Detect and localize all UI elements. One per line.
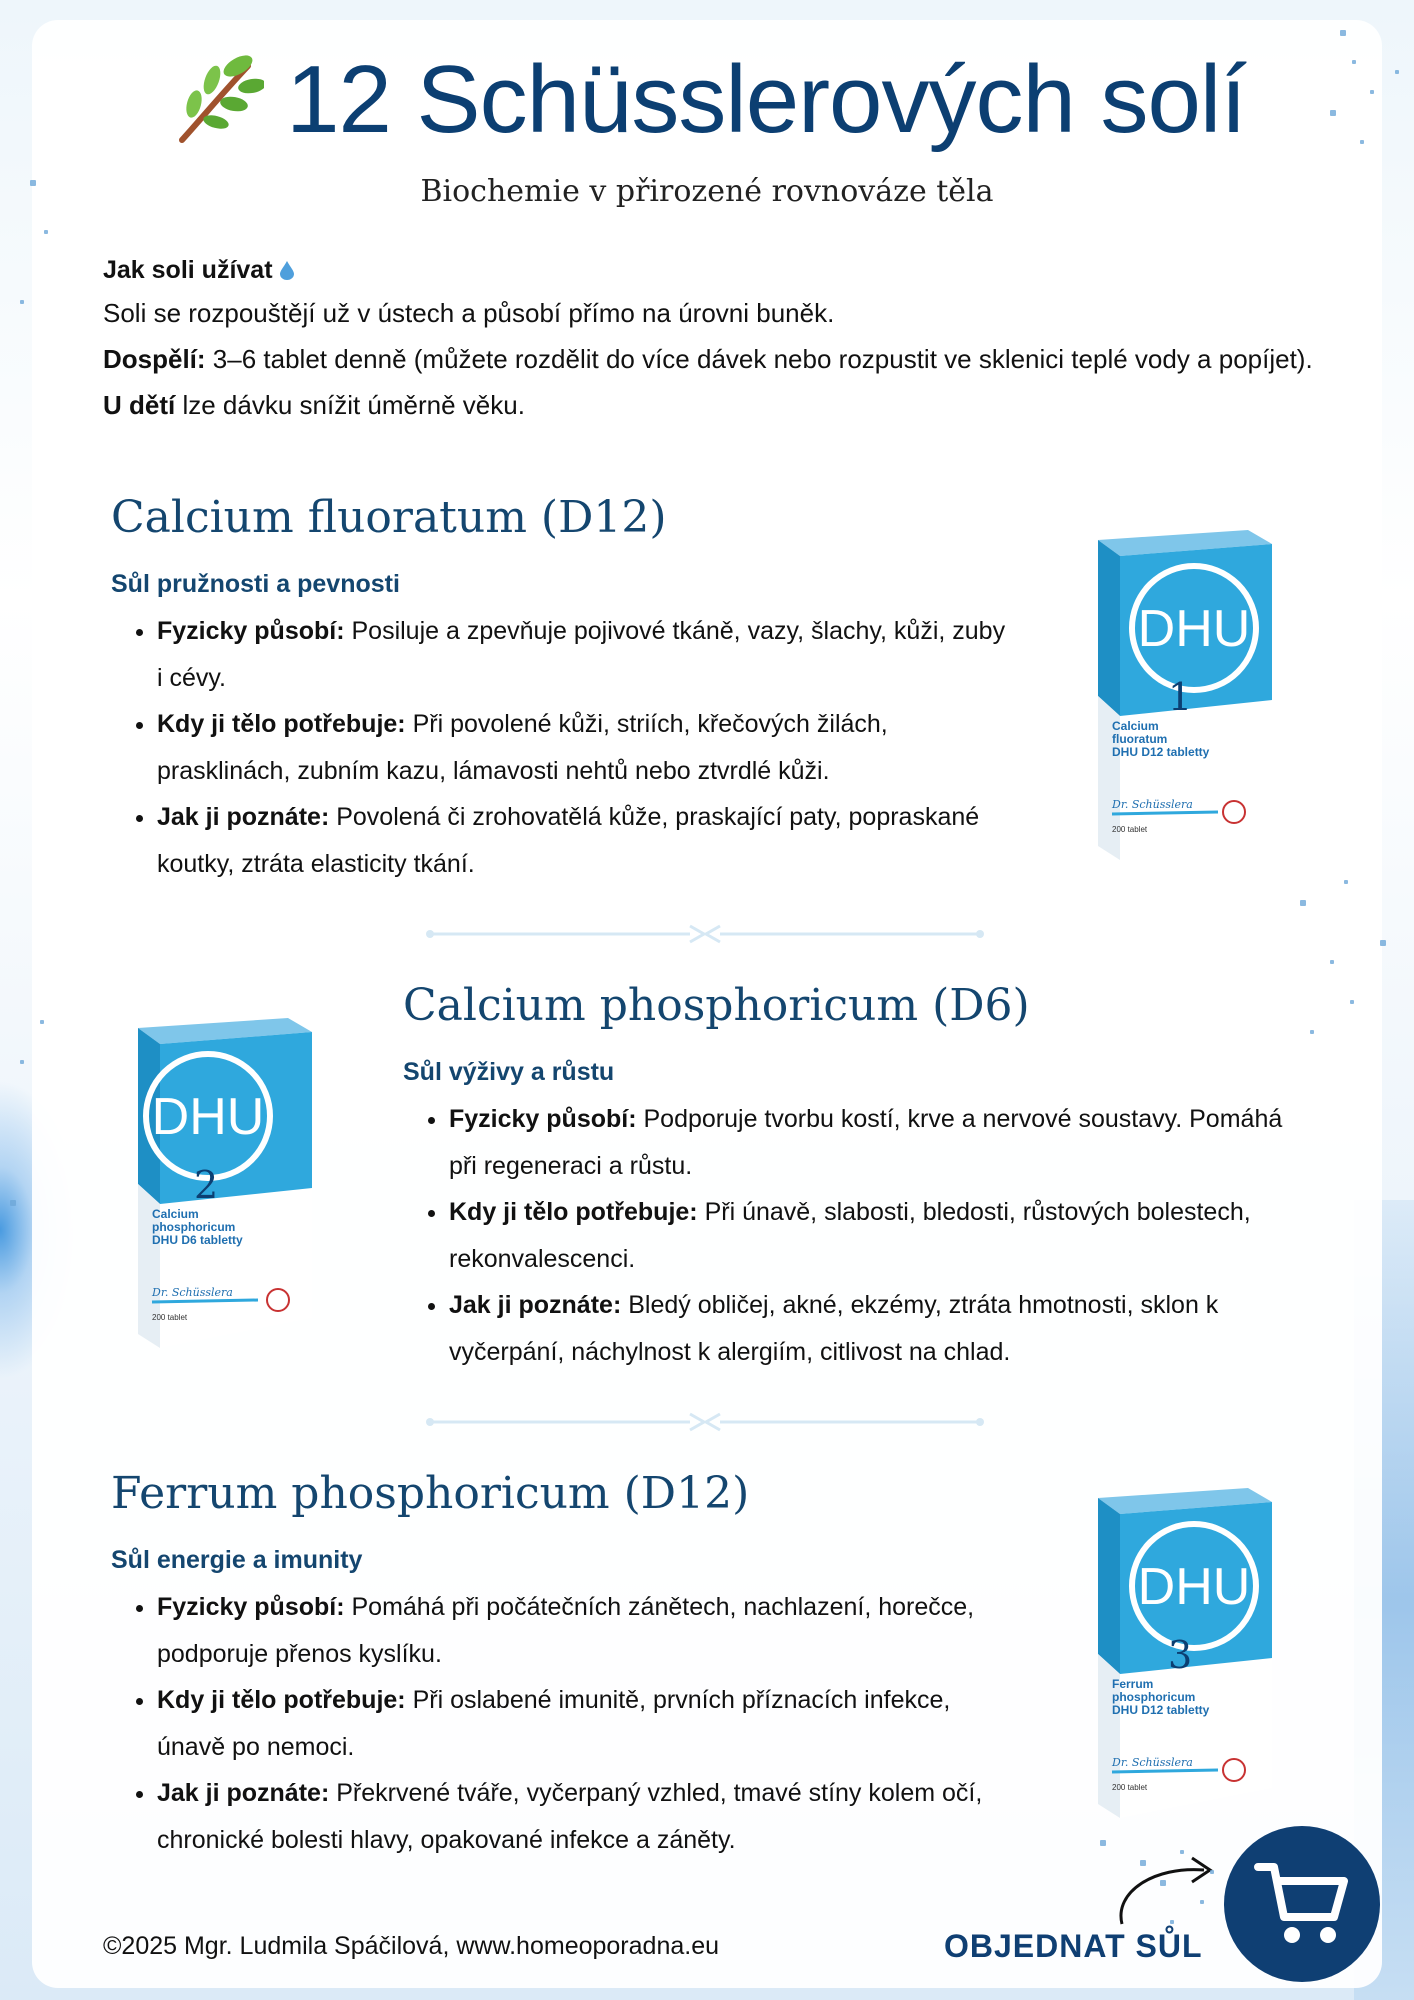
list-item: • Jak ji poznáte: Povolená či zrohovatělá kůže, praskající paty, popraskané koutky, ztráta elasticity tkání. [157, 794, 1011, 887]
list-item: • Fyzicky působí: Podporuje tvorbu kostí, krve a nervové soustavy. Pomáhá při regeneraci a růstu. [449, 1096, 1283, 1189]
page-subtitle: Biochemie v přirozené rovnováze těla [420, 174, 994, 209]
sparkle-dot [1310, 1030, 1314, 1034]
shopping-cart-icon [1254, 1859, 1350, 1949]
footer-copyright: ©2025 Mgr. Ludmila Spáčilová, www.homeoporadna.eu [103, 1932, 720, 1960]
curved-arrow-icon [1114, 1852, 1224, 1932]
sparkle-dot [1330, 960, 1334, 964]
sparkle-dot [1170, 1920, 1174, 1924]
salt-details [157, 1584, 1011, 1863]
product-box-2 [138, 1018, 312, 1353]
box-label: phosphoricum [152, 1220, 236, 1234]
sparkle-dot [1370, 90, 1374, 94]
sparkle-dot [20, 1060, 24, 1064]
shopping-cart-button[interactable] [1224, 1826, 1380, 1982]
header [0, 40, 1414, 160]
sparkle-dot [1100, 1840, 1106, 1846]
page-title: 12 Schüsslerových solí [286, 46, 1246, 153]
salt-details [449, 1096, 1283, 1375]
list-item: • Kdy ji tělo potřebuje: Při únavě, slabosti, bledosti, růstových bolestech, rekonvalescenci. [449, 1189, 1283, 1282]
salt-subtitle: Sůl pružnosti a pevnosti [111, 570, 400, 598]
box-maker: Dr. Schüsslera [152, 1286, 233, 1299]
product-box-3 [1098, 1488, 1272, 1823]
sparkle-dot [44, 230, 48, 234]
sparkle-dot [1350, 1000, 1354, 1004]
salt-details [157, 608, 1011, 887]
list-item: • Jak ji poznáte: Překrvené tváře, vyčerpaný vzhled, tmavé stíny kolem očí, chronické bolesti hlavy, opakované infekce a záněty. [157, 1770, 1011, 1863]
section-divider [420, 924, 990, 944]
sparkle-dot [1180, 1850, 1184, 1854]
sparkle-dot [40, 1020, 44, 1024]
list-item: • Kdy ji tělo potřebuje: Při oslabené imunitě, prvních příznacích infekce, únavě po nemoci. [157, 1677, 1011, 1770]
usage-dosage: Dospělí: 3–6 tablet denně (můžete rozdělit do více dávek nebo rozpustit ve sklenici teplé vody a popíjet). U dětí lze dávku snížit úměrně věku. [103, 344, 1313, 420]
box-number: 1 [1168, 675, 1193, 719]
sparkle-dot [1330, 110, 1336, 116]
sparkle-dot [1344, 880, 1348, 884]
sparkle-dot [20, 300, 24, 304]
box-label: phosphoricum [1112, 1690, 1196, 1704]
sparkle-dot [1160, 1880, 1166, 1886]
box-label: DHU D6 tabletty [152, 1233, 243, 1247]
salt-name: Calcium fluoratum (D12) [111, 492, 667, 543]
list-item: • Fyzicky působí: Posiluje a zpevňuje pojivové tkáně, vazy, šlachy, kůži, zuby i cévy. [157, 608, 1011, 701]
list-item: • Fyzicky působí: Pomáhá při počátečních zánětech, nachlazení, horečce, podporuje přenos kyslíku. [157, 1584, 1011, 1677]
box-label: fluoratum [1112, 732, 1168, 746]
box-number: 2 [194, 1163, 219, 1207]
box-label: DHU D12 tabletty [1112, 1703, 1210, 1717]
sparkle-dot [1360, 140, 1364, 144]
box-count: 200 tablet [152, 1313, 188, 1322]
section-divider [420, 1412, 990, 1432]
box-brand: DHU [151, 1088, 265, 1146]
sparkle-dot [1210, 1870, 1214, 1874]
usage-heading: Jak soli užívat [103, 250, 1323, 290]
box-count: 200 tablet [1112, 1783, 1148, 1792]
product-box-1 [1098, 530, 1272, 865]
salt-name: Calcium phosphoricum (D6) [403, 980, 1030, 1031]
leaf-branch-icon [168, 52, 264, 148]
box-number: 3 [1168, 1633, 1193, 1677]
sparkle-dot [10, 1200, 16, 1206]
box-maker: Dr. Schüsslera [1112, 1756, 1193, 1769]
salt-name: Ferrum phosphoricum (D12) [111, 1468, 750, 1519]
salt-section-3 [111, 1464, 1011, 1863]
box-label: Ferrum [1112, 1677, 1154, 1691]
salt-subtitle: Sůl výživy a růstu [403, 1058, 615, 1086]
box-brand: DHU [1137, 600, 1251, 658]
salt-section-1 [111, 488, 1011, 887]
sparkle-dot [1140, 1860, 1146, 1866]
list-item: • Jak ji poznáte: Bledý obličej, akné, ekzémy, ztráta hmotnosti, sklon k vyčerpání, náchylnost k alergiím, citlivost na chlad. [449, 1282, 1283, 1375]
water-drop-icon [279, 260, 295, 280]
box-maker: Dr. Schüsslera [1112, 798, 1193, 811]
sparkle-dot [1340, 30, 1346, 36]
sparkle-dot [30, 180, 36, 186]
box-label: DHU D12 tabletty [1112, 745, 1210, 759]
box-label: Calcium [152, 1207, 199, 1221]
sparkle-dot [1200, 1900, 1204, 1904]
box-label: Calcium [1112, 719, 1159, 733]
sparkle-dot [1380, 940, 1386, 946]
salt-section-2 [403, 976, 1283, 1375]
list-item: • Kdy ji tělo potřebuje: Při povolené kůži, striích, křečových žilách, prasklinách, zubním kazu, lámavosti nehtů nebo ztvrdlé kůži. [157, 701, 1011, 794]
sparkle-dot [1395, 70, 1399, 74]
box-count: 200 tablet [1112, 825, 1148, 834]
sparkle-dot [1352, 60, 1356, 64]
box-brand: DHU [1137, 1558, 1251, 1616]
usage-line: Soli se rozpouštějí už v ústech a působí přímo na úrovni buněk. [103, 298, 835, 328]
sparkle-dot [1300, 900, 1306, 906]
usage-intro [103, 250, 1323, 428]
salt-subtitle: Sůl energie a imunity [111, 1546, 363, 1574]
order-salt-link[interactable]: OBJEDNAT SŮL [944, 1928, 1203, 1964]
